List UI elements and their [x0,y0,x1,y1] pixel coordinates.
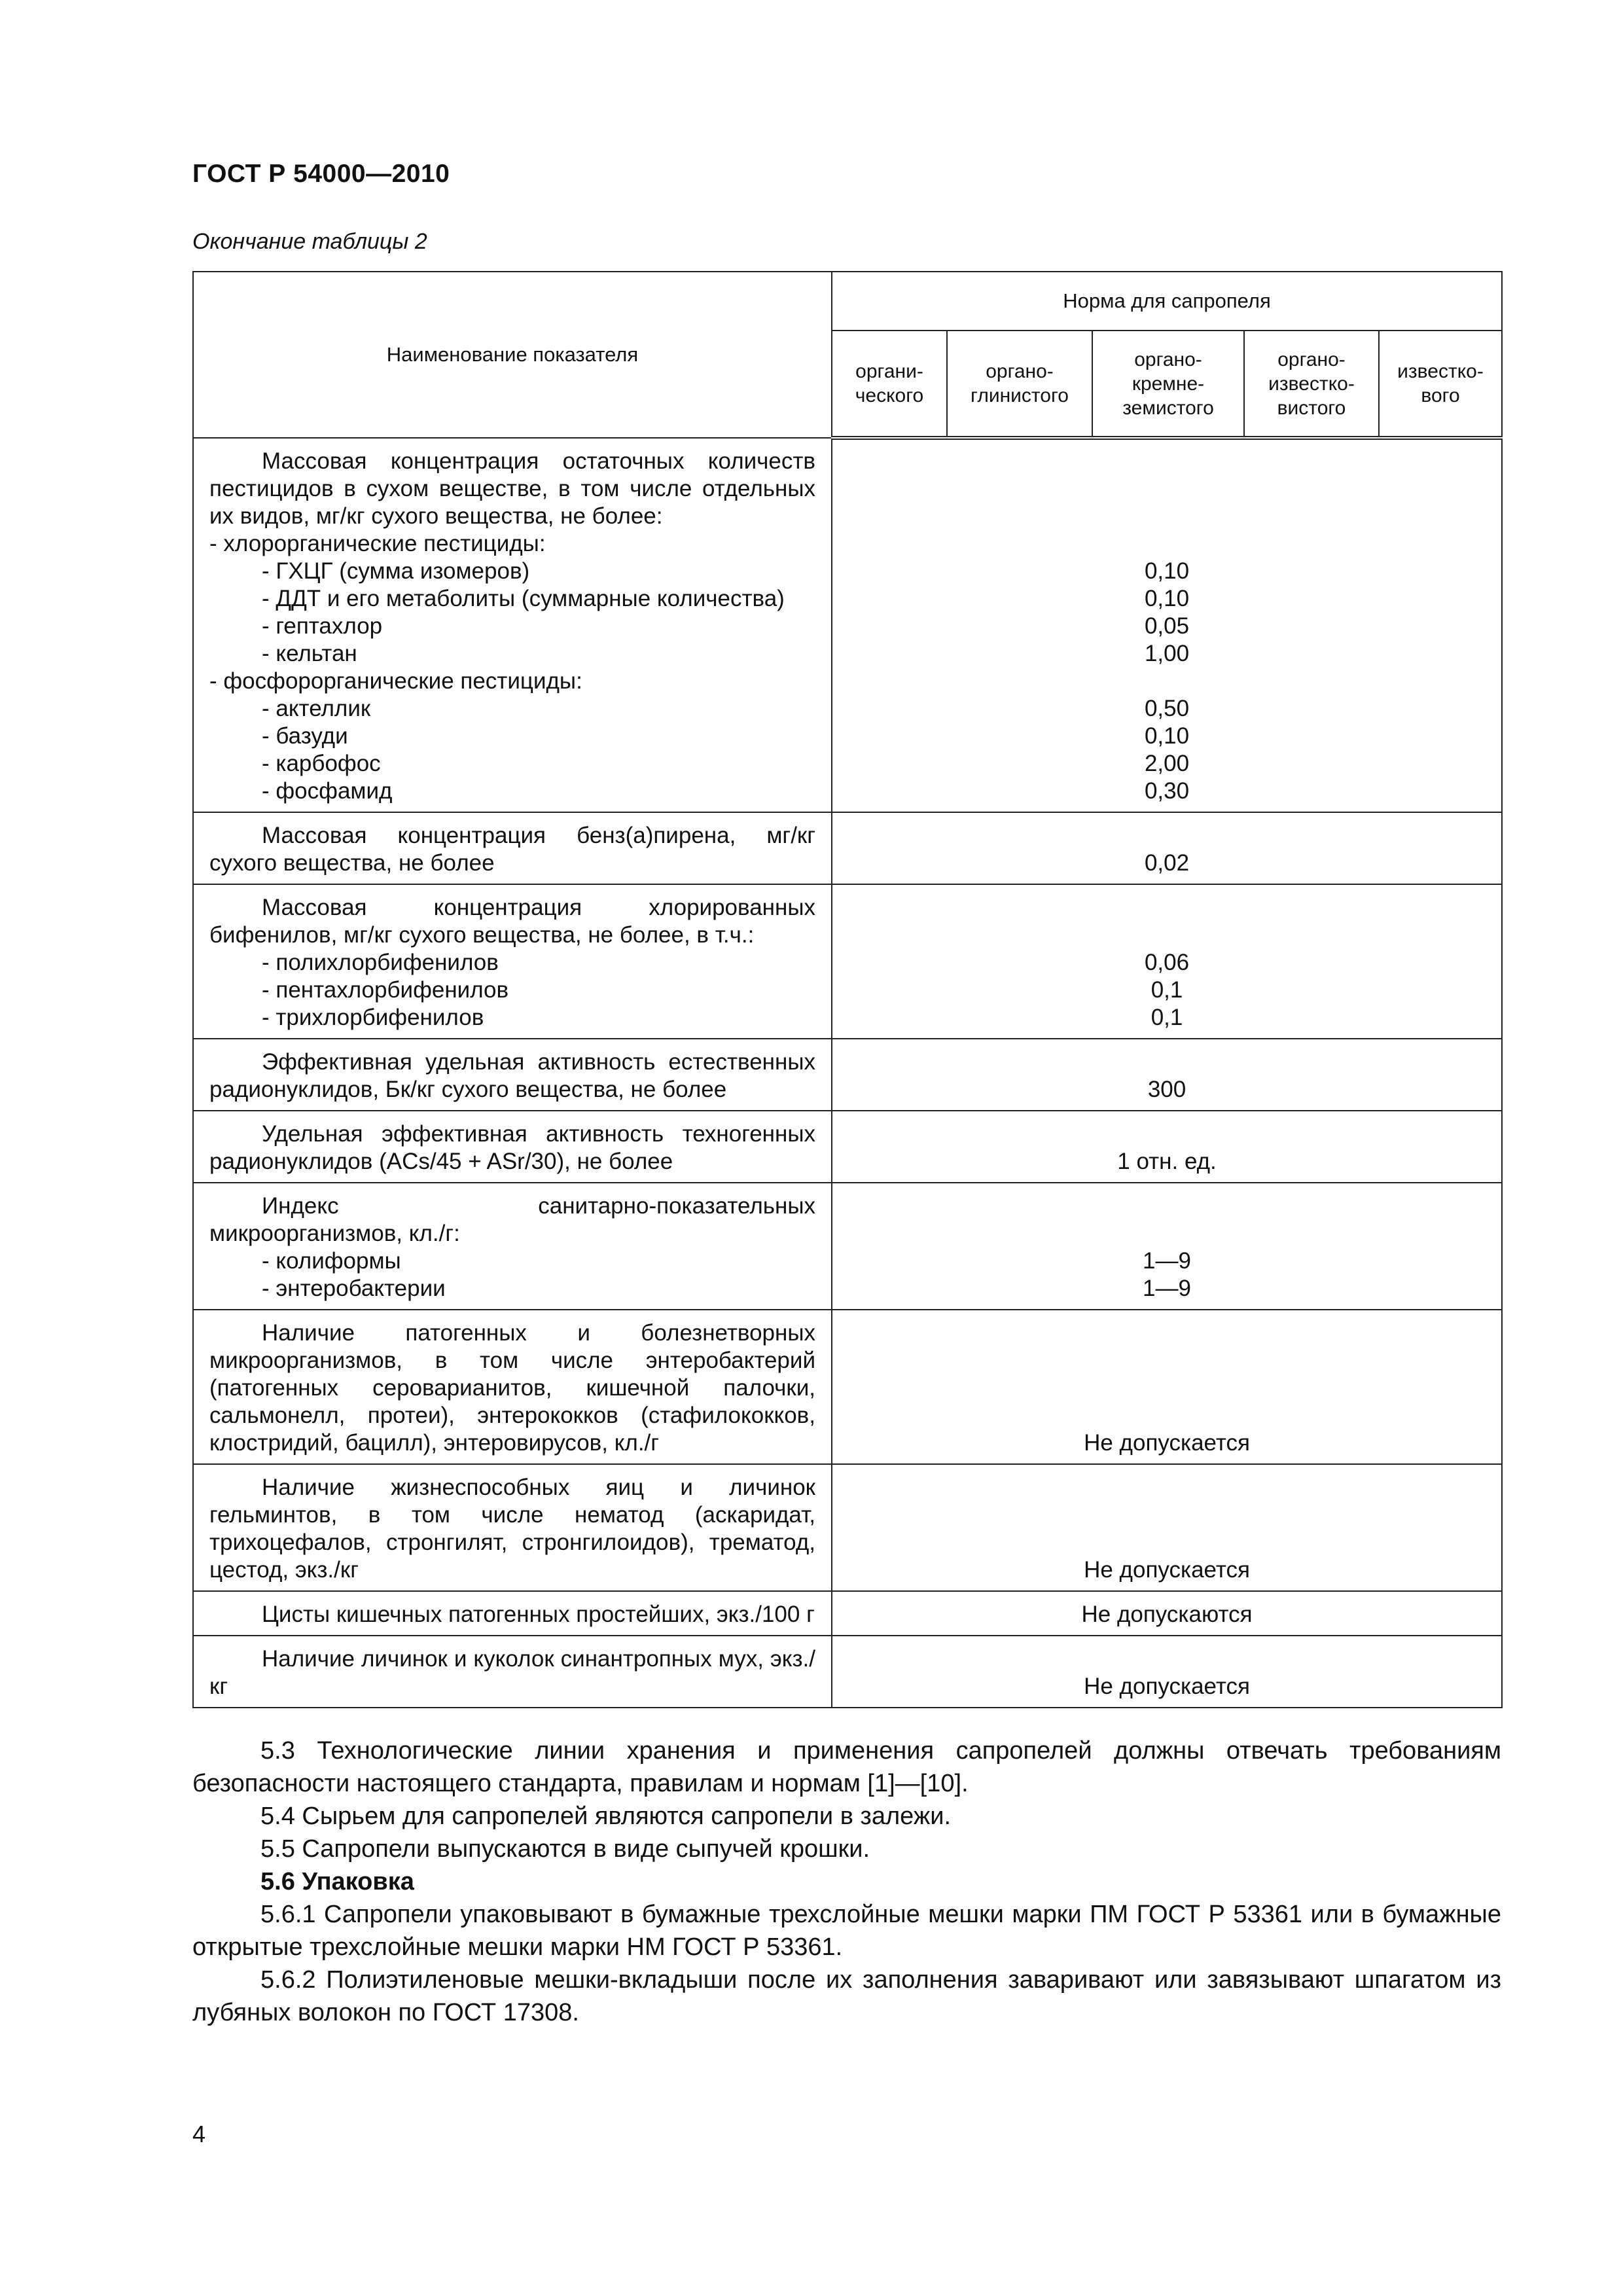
indicator-subitem: - полихлорбифенилов [262,950,499,975]
norm-value: 0,10 [1144,586,1190,611]
table-row [193,884,1502,1039]
indicator-cell [193,1636,832,1708]
indicator-subitem: - фосфамид [262,778,393,804]
column-header-sub-line: вистого [1277,397,1346,419]
norm-value-cell [832,1111,1502,1183]
table-row [193,438,1502,812]
indicator-cell [193,1310,832,1464]
norm-value: 0,02 [1144,850,1190,876]
norm-value: Не допускается [1084,1557,1250,1583]
column-header-norm: Норма для сапропеля [832,272,1502,331]
norm-value: 1,00 [1144,641,1190,666]
paragraph: 5.6.2 Полиэтиленовые мешки-вкладыши после их заполнения заваривают или завязывают шпагатом из лубяных волокон по ГОСТ 17308. [192,1966,1501,2026]
indicator-cell [193,1464,832,1591]
indicator-subitem: - фосфорорганические пестициды: [209,668,582,694]
norm-value: Не допускаются [1081,1602,1253,1627]
column-header-sub [1379,331,1502,438]
indicator-cell [193,1039,832,1111]
norm-value: 0,30 [1144,778,1190,804]
norm-value-cell [832,1591,1502,1636]
norm-value: Не допускается [1084,1430,1250,1456]
indicator-subitem: - актеллик [262,696,371,721]
norm-value: 1—9 [1143,1276,1191,1301]
indicator-subitem: - энтеробактерии [262,1276,446,1301]
table-row [193,1039,1502,1111]
indicator-subitem: - колиформы [262,1248,401,1274]
norm-value: 300 [1147,1077,1186,1102]
column-header-sub-line: известко- [1397,361,1484,382]
indicator-text: Наличие жизнеспособных яиц и личинок гельминтов, в том числе нематод (аскаридат, трихоцефалов, стронгилят, стронгилоидов), трематод, цестод, экз./кг [209,1475,815,1583]
table-row [193,812,1502,884]
norm-value: Не допускается [1084,1674,1250,1699]
norm-value-cell [832,884,1502,1039]
indicator-subitem: - базуди [262,723,348,749]
column-header-sub-line: вого [1421,385,1460,406]
norm-value: 0,1 [1150,977,1183,1003]
body-text [192,1734,1501,2029]
norm-value-cell [832,1183,1502,1310]
indicator-subitem: - ГХЦГ (сумма изомеров) [262,558,530,584]
indicator-text: Наличие личинок и куколок синантропных мух, экз./кг [209,1646,815,1699]
indicator-text: Эффективная удельная активность естественных радионуклидов, Бк/кг сухого вещества, не более [209,1049,815,1102]
norm-value-cell [832,1464,1502,1591]
indicator-cell [193,812,832,884]
indicator-text: Индекс санитарно-показательных микроорганизмов, кл./г: [209,1193,815,1246]
indicator-subitem: - кельтан [262,641,357,666]
norm-value: 0,1 [1150,1005,1183,1030]
column-header-sub-line: известко- [1268,372,1355,395]
column-header-sub-line: кремне- [1132,372,1205,395]
table-row [193,1183,1502,1310]
column-header-sub [1244,331,1379,438]
norm-value: 0,50 [1144,696,1190,721]
column-header-indicator: Наименование показателя [193,272,832,438]
indicator-cell [193,438,832,812]
indicator-text: Цисты кишечных патогенных простейших, экз./100 г [262,1602,815,1627]
standard-header: ГОСТ Р 54000—2010 [192,160,450,188]
norm-value [832,668,1501,695]
indicator-text: Удельная эффективная активность техногенных радионуклидов (ACs/45 + ASr/30), не более [209,1121,815,1174]
indicator-subitem: - ДДТ и его метаболиты (суммарные количества) [262,586,785,611]
paragraph: 5.5 Сапропели выпускаются в виде сыпучей крошки. [260,1835,870,1863]
table-row [193,1464,1502,1591]
norm-value: 2,00 [1144,751,1190,776]
table-caption: Окончание таблицы 2 [192,229,427,254]
table-row [193,1636,1502,1708]
column-header-sub-line: органо- [986,361,1054,382]
indicator-cell [193,1183,832,1310]
column-header-sub-line: органо- [1134,348,1202,370]
norm-value-cell [832,1310,1502,1464]
paragraph: 5.3 Технологические линии хранения и применения сапропелей должны отвечать требованиям безопасности настоящего стандарта, правилам и нормам [1]—[10]. [192,1737,1501,1797]
norm-value-cell [832,1636,1502,1708]
column-header-sub-line: органи- [855,361,923,382]
column-header-sub [947,331,1092,438]
page-number: 4 [192,2121,206,2147]
column-header-sub [832,331,947,438]
paragraph: 5.4 Сырьем для сапропелей являются сапропели в залежи. [260,1803,952,1830]
norm-value: 1 отн. ед. [1117,1149,1217,1174]
table-row [193,1310,1502,1464]
norms-table [192,271,1503,1708]
column-header-sub-line: земистого [1122,397,1214,419]
indicator-cell [193,1591,832,1636]
column-header-sub-line: органо- [1277,348,1346,370]
indicator-subitem: - трихлорбифенилов [262,1005,484,1030]
norm-value: 0,10 [1144,558,1190,584]
indicator-cell [193,884,832,1039]
indicator-text: Массовая концентрация остаточных количеств пестицидов в сухом веществе, в том числе отдельных их видов, мг/кг сухого вещества, не более: [209,448,815,529]
norm-value: 0,05 [1144,613,1190,639]
indicator-text: Наличие патогенных и болезнетворных микроорганизмов, в том числе энтеробактерий (патогенных сероварианитов, кишечной палочки, сальмонелл, протеи), энтерококков (стафилококков, клостридий, бацилл), энтеровирусов, кл./г [209,1320,815,1456]
indicator-subitem: - пентахлорбифенилов [262,977,509,1003]
norm-value-cell [832,1039,1502,1111]
indicator-text: Массовая концентрация хлорированных бифенилов, мг/кг сухого вещества, не более, в т.ч.: [209,895,815,948]
paragraph: 5.6.1 Сапропели упаковывают в бумажные трехслойные мешки марки ПМ ГОСТ Р 53361 или в бумажные открытые трехслойные мешки марки НМ ГОСТ Р 53361. [192,1901,1501,1961]
section-heading: 5.6 Упаковка [260,1868,414,1895]
indicator-text: Массовая концентрация бенз(а)пирена, мг/кг сухого вещества, не более [209,823,815,876]
norm-value-cell [832,438,1502,812]
norm-value: 1—9 [1143,1248,1191,1274]
indicator-subitem: - карбофос [262,751,381,776]
table-row [193,1111,1502,1183]
table-row [193,1591,1502,1636]
column-header-sub-line: ческого [855,385,924,406]
column-header-sub-line: глинистого [971,385,1069,406]
norm-value-cell [832,812,1502,884]
indicator-subitem: - хлорорганические пестициды: [209,531,546,556]
norm-value [832,530,1501,558]
indicator-subitem: - гептахлор [262,613,383,639]
column-header-sub [1092,331,1244,438]
norm-value: 0,06 [1144,950,1190,975]
norm-value: 0,10 [1144,723,1190,749]
indicator-cell [193,1111,832,1183]
